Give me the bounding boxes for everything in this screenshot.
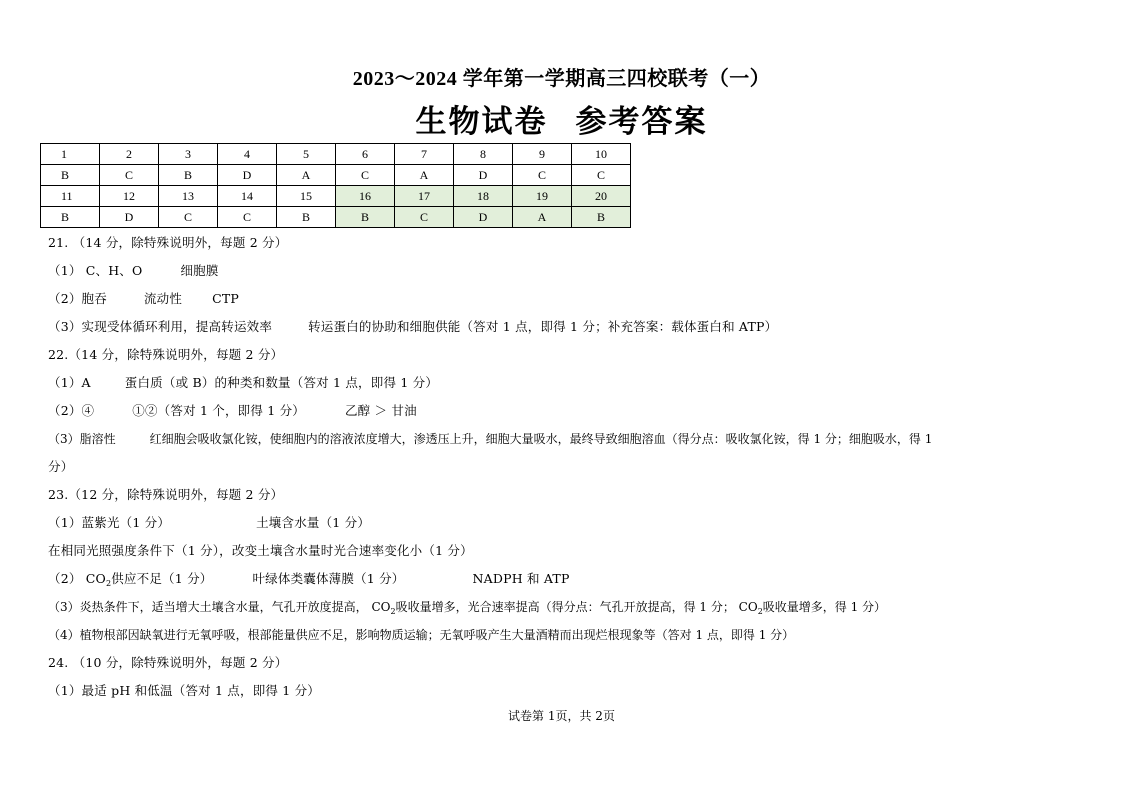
table-cell: 6: [336, 144, 395, 165]
q21-answer-1: [48, 262, 219, 280]
table-cell: B: [277, 207, 336, 228]
table-cell: B: [41, 207, 100, 228]
q24-header-text: 24. （10 分，除特殊说明外，每题 2 分）: [48, 655, 288, 670]
subscript: 2: [757, 607, 763, 616]
table-cell: 14: [218, 186, 277, 207]
table-cell: 13: [159, 186, 218, 207]
answer-part: （1） C、H、O: [48, 263, 143, 278]
answer-part: 乙醇 ＞ 甘油: [344, 403, 417, 418]
answer-part: 流动性: [143, 291, 183, 306]
table-cell: C: [513, 165, 572, 186]
answer-part: NADPH 和 ATP: [472, 571, 570, 586]
table-cell: B: [336, 207, 395, 228]
table-cell: 17: [395, 186, 454, 207]
subscript: 2: [390, 607, 396, 616]
q21-header: [48, 234, 287, 252]
table-cell: 5: [277, 144, 336, 165]
table-cell: A: [277, 165, 336, 186]
answer-part: 吸收量增多，光合速率提高（得分点：气孔开放提高，得 1 分； CO: [395, 600, 758, 614]
table-cell: A: [513, 207, 572, 228]
table-cell: 15: [277, 186, 336, 207]
q23-answer-4: [48, 626, 794, 644]
answer-part: 分）: [48, 459, 74, 474]
table-cell: 7: [395, 144, 454, 165]
table-cell: 3: [159, 144, 218, 165]
table-cell: 1: [41, 144, 100, 165]
table-row-answers-2: [41, 207, 631, 228]
answer-part: （3）炎热条件下，适当增大土壤含水量，气孔开放度提高， CO: [48, 600, 391, 614]
table-cell: A: [395, 165, 454, 186]
answer-part: CTP: [212, 291, 239, 306]
table-cell: 8: [454, 144, 513, 165]
answer-part: ①②（答对 1 个，即得 1 分）: [132, 403, 305, 418]
q22-answer-1: [48, 374, 438, 392]
exam-subtitle: [0, 102, 1123, 142]
answer-part: （2）④: [48, 403, 95, 418]
table-cell: 2: [100, 144, 159, 165]
q22-answer-2: [48, 402, 417, 420]
table-cell: 10: [572, 144, 631, 165]
answer-part: 土壤含水量（1 分）: [256, 515, 371, 530]
subtitle-subject: 生物试卷: [415, 104, 548, 140]
table-cell: 12: [100, 186, 159, 207]
table-cell: 18: [454, 186, 513, 207]
answer-part: 蛋白质（或 B）的种类和数量（答对 1 点，即得 1 分）: [124, 375, 439, 390]
answer-part: 红细胞会吸收氯化铵，使细胞内的溶液浓度增大，渗透压上升，细胞大量吸水，最终导致细胞溶血（得分点：吸收氯化铵，得 1 分；细胞吸水，得 1: [149, 432, 933, 446]
q22-answer-3: [48, 430, 932, 448]
answer-part: （1）最适 pH 和低温（答对 1 点，即得 1 分）: [48, 683, 321, 698]
table-cell: D: [454, 207, 513, 228]
exam-title: 2023～2024 学年第一学期高三四校联考（一）: [352, 68, 771, 90]
table-cell: 11: [41, 186, 100, 207]
q23-header-text: 23.（12 分，除特殊说明外，每题 2 分）: [48, 487, 284, 502]
q23-answer-1-continued: [48, 542, 473, 560]
answer-part: 供应不足（1 分）: [111, 571, 213, 586]
answer-part: （2）胞吞: [48, 291, 107, 306]
answer-part: （3）实现受体循环利用，提高转运效率: [48, 319, 273, 334]
subscript: 2: [105, 579, 112, 588]
q23-answer-1: [48, 514, 370, 532]
table-cell: B: [41, 165, 100, 186]
q22-header-text: 22.（14 分，除特殊说明外，每题 2 分）: [48, 347, 284, 362]
table-cell: 16: [336, 186, 395, 207]
q21-answer-3: [48, 318, 777, 336]
table-cell: B: [159, 165, 218, 186]
q21-header-text: 21. （14 分，除特殊说明外，每题 2 分）: [48, 235, 288, 250]
q23-answer-3: [48, 598, 886, 618]
answer-table: [40, 143, 631, 228]
page-footer: 试卷第 1页，共 2页: [508, 709, 615, 723]
q24-answer-1: [48, 682, 320, 700]
q22-answer-3-continued: [48, 458, 73, 476]
q24-header: [48, 654, 287, 672]
answer-part: 叶绿体类囊体薄膜（1 分）: [252, 571, 405, 586]
table-cell: 19: [513, 186, 572, 207]
table-row-answers-1: [41, 165, 631, 186]
answer-part: （3）脂溶性: [48, 432, 116, 446]
q22-header: [48, 346, 283, 364]
table-cell: 20: [572, 186, 631, 207]
answer-part: 转运蛋白的协助和细胞供能（答对 1 点，即得 1 分；补充答案：载体蛋白和 ATP）: [308, 319, 778, 334]
table-cell: C: [395, 207, 454, 228]
subtitle-answer-key: 参考答案: [575, 104, 708, 140]
table-cell: C: [336, 165, 395, 186]
table-row-numbers-1: [41, 144, 631, 165]
q23-header: [48, 486, 283, 504]
table-cell: C: [100, 165, 159, 186]
answer-part: （4）植物根部因缺氧进行无氧呼吸，根部能量供应不足，影响物质运输；无氧呼吸产生大量酒精而出现烂根现象等（答对 1 点，即得 1 分）: [48, 628, 795, 642]
answer-part: （1）A: [48, 375, 91, 390]
table-cell: D: [454, 165, 513, 186]
table-cell: D: [218, 165, 277, 186]
answer-part: （2） CO: [48, 571, 106, 586]
table-row-numbers-2: [41, 186, 631, 207]
table-cell: C: [218, 207, 277, 228]
answer-part: （1）蓝紫光（1 分）: [48, 515, 171, 530]
answer-part: 吸收量增多，得 1 分）: [762, 600, 887, 614]
table-cell: D: [100, 207, 159, 228]
q23-answer-2: [48, 570, 570, 590]
table-cell: C: [572, 165, 631, 186]
answer-part: 细胞膜: [180, 263, 219, 278]
table-cell: 9: [513, 144, 572, 165]
q21-answer-2: [48, 290, 239, 308]
answer-part: 在相同光照强度条件下（1 分），改变土壤含水量时光合速率变化小（1 分）: [48, 543, 473, 558]
table-cell: 4: [218, 144, 277, 165]
table-cell: C: [159, 207, 218, 228]
table-cell: B: [572, 207, 631, 228]
